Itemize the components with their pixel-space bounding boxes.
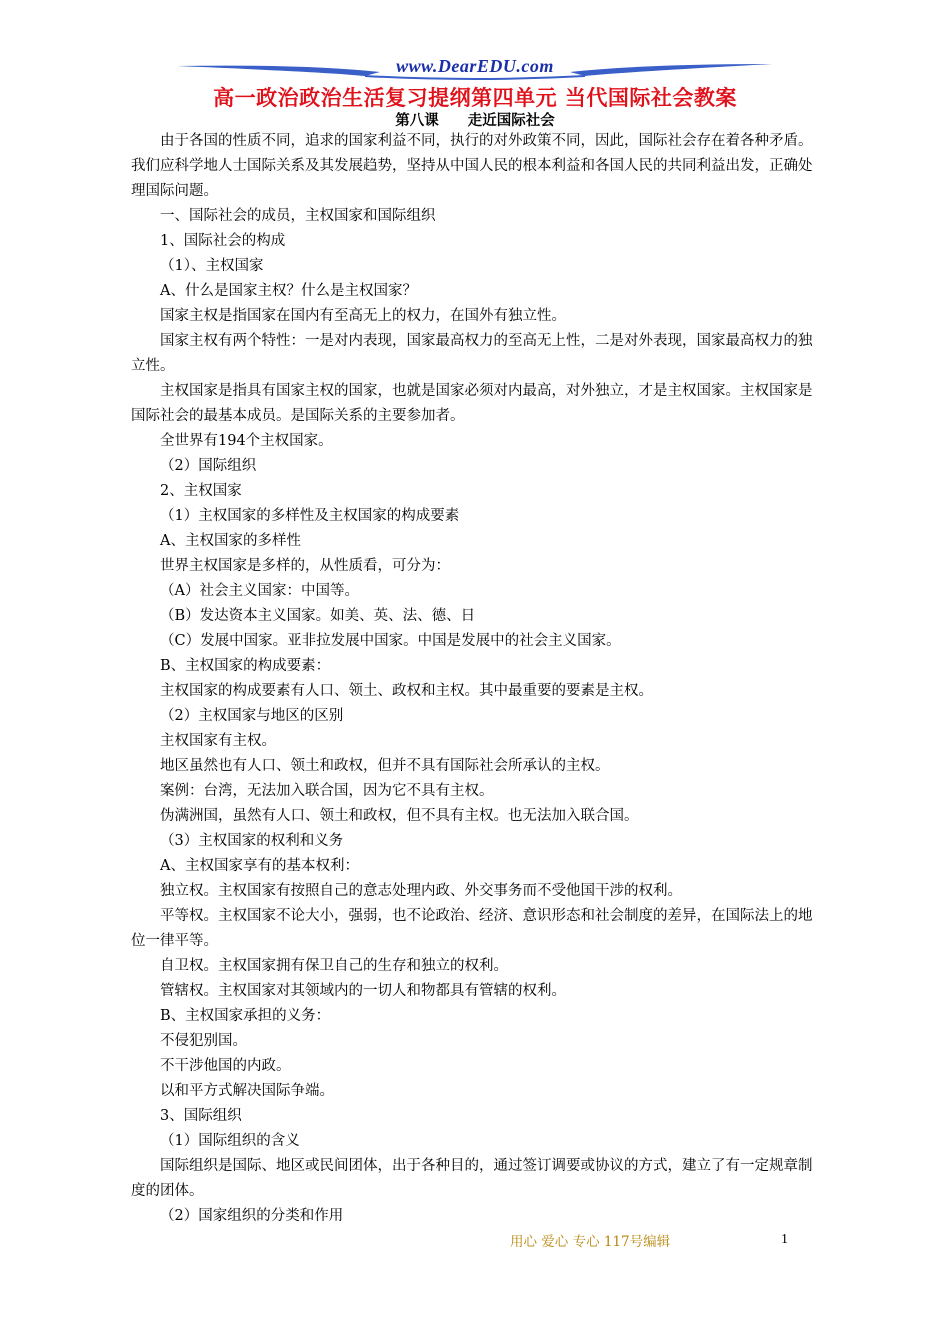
body-paragraph: （2）主权国家与地区的区别 [160, 708, 344, 724]
body-paragraph: 平等权。主权国家不论大小，强弱，也不论政治、经济、意识形态和社会制度的差异，在国际法上的地位一律平等。 [131, 908, 813, 949]
body-paragraph: 国家主权是指国家在国内有至高无上的权力，在国外有独立性。 [160, 308, 566, 324]
body-paragraph: 由于各国的性质不同，追求的国家利益不同，执行的对外政策不同，因此，国际社会存在着各种矛盾。我们应科学地人士国际关系及其发展趋势，坚持从中国人民的根本利益和各国人民的共同利益出发，正确处理国际问题。 [131, 133, 813, 199]
body-paragraph: （3）主权国家的权利和义务 [160, 833, 344, 849]
body-paragraph: 以和平方式解决国际争端。 [160, 1083, 334, 1099]
body-paragraph: 自卫权。主权国家拥有保卫自己的生存和独立的权利。 [160, 958, 508, 974]
body-paragraph: （A）社会主义国家：中国等。 [160, 583, 359, 599]
body-paragraph: 主权国家是指具有国家主权的国家，也就是国家必须对内最高，对外独立，才是主权国家。主权国家是国际社会的最基本成员。是国际关系的主要参加者。 [131, 383, 813, 424]
body-paragraph: 国际组织是国际、地区或民间团体，出于各种目的，通过签订调要或协议的方式，建立了有一定规章制度的团体。 [131, 1158, 813, 1199]
body-paragraph: 案例：台湾，无法加入联合国，因为它不具有主权。 [160, 783, 494, 799]
body-paragraph: 独立权。主权国家有按照自己的意志处理内政、外交事务而不受他国干涉的权利。 [160, 883, 682, 899]
body-paragraph: （B）发达资本主义国家。如美、英、法、德、日 [160, 608, 476, 624]
site-url: www.DearEDU.com [396, 56, 554, 76]
body-paragraph: 不侵犯别国。 [160, 1033, 247, 1049]
body-paragraph: B、主权国家的构成要素： [160, 658, 331, 674]
body-paragraph: 不干涉他国的内政。 [160, 1058, 291, 1074]
body-paragraph: B、主权国家承担的义务： [160, 1008, 331, 1024]
body-paragraph: 一、国际社会的成员，主权国家和国际组织 [160, 208, 436, 224]
body-paragraph: （1）国际组织的含义 [160, 1133, 300, 1149]
footer-note: 用心 爱心 专心 117号编辑 [510, 1234, 671, 1250]
page-number: 1 [781, 1232, 788, 1247]
body-paragraph: 世界主权国家是多样的，从性质看，可分为： [160, 558, 450, 574]
body-paragraph: 地区虽然也有人口、领土和政权，但并不具有国际社会所承认的主权。 [160, 758, 610, 774]
document-body [131, 129, 821, 1229]
body-paragraph: 主权国家有主权。 [160, 733, 276, 749]
body-paragraph: 2、主权国家 [160, 483, 242, 499]
body-paragraph: （1）主权国家的多样性及主权国家的构成要素 [160, 508, 460, 524]
body-paragraph: A、主权国家的多样性 [160, 533, 301, 549]
body-paragraph: （C）发展中国家。亚非拉发展中国家。中国是发展中的社会主义国家。 [160, 633, 621, 649]
body-paragraph: A、主权国家享有的基本权利： [160, 858, 359, 874]
document-title: 高一政治政治生活复习提纲第四单元 当代国际社会教案 [213, 86, 737, 110]
body-paragraph: （2）国家组织的分类和作用 [160, 1208, 344, 1224]
body-paragraph: 主权国家的构成要素有人口、领土、政权和主权。其中最重要的要素是主权。 [160, 683, 653, 699]
body-paragraph: （2）国际组织 [160, 458, 257, 474]
body-paragraph: 全世界有194个主权国家。 [160, 433, 333, 449]
body-paragraph: （1）、主权国家 [160, 258, 264, 274]
body-paragraph: 国家主权有两个特性：一是对内表现，国家最高权力的至高无上性，二是对外表现，国家最高权力的独立性。 [131, 333, 813, 374]
lesson-subtitle: 第八课 走近国际社会 [395, 113, 555, 129]
body-paragraph: 管辖权。主权国家对其领域内的一切人和物都具有管辖的权利。 [160, 983, 566, 999]
body-paragraph: 伪满洲国，虽然有人口、领土和政权，但不具有主权。也无法加入联合国。 [160, 808, 639, 824]
body-paragraph: 3、国际组织 [160, 1108, 242, 1124]
body-paragraph: 1、国际社会的构成 [160, 233, 286, 249]
body-paragraph: A、什么是国家主权？什么是主权国家？ [160, 283, 417, 299]
